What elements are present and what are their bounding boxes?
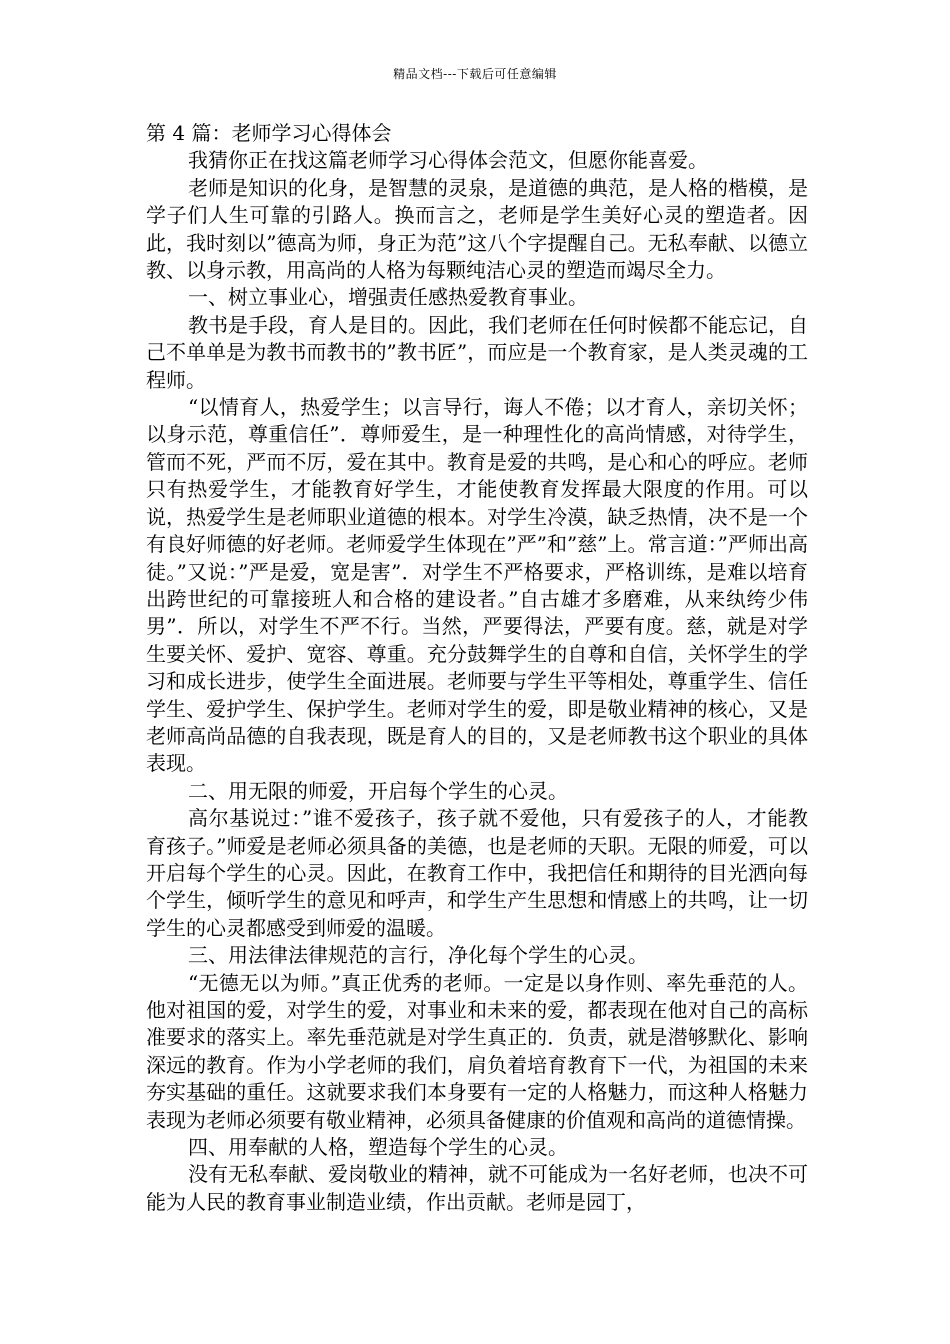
paragraph: 高尔基说过：”谁不爱孩子，孩子就不爱他，只有爱孩子的人，才能教育孩子。”师爱是老师必须具备的美德，也是老师的天职。无限的师爱，可以开启每个学生的心灵。因此，在教育工作中，我把信任和期待的目光洒向每个学生，倾听学生的意见和呼声，和学生产生思想和情感上的共鸣，让一切学生的心灵都感受到师爱的温暖。 <box>146 806 808 940</box>
paragraph: “无德无以为师。”真正优秀的老师。一定是以身作则、率先垂范的人。他对祖国的爱，对学生的爱，对事业和未来的爱，都表现在他对自己的高标准要求的落实上。率先垂范就是对学生真正的．负责，就是潜够默化、影响深远的教育。作为小学老师的我们，肩负着培育教育下一代，为祖国的未来夯实基础的重任。这就要求我们本身要有一定的人格魅力，而这种人格魅力表现为老师必须要有敬业精神，必须具备健康的价值观和高尚的道德情操。 <box>146 970 808 1132</box>
section-heading-2: 二、用无限的师爱，开启每个学生的心灵。 <box>188 778 568 803</box>
section-heading-4: 四、用奉献的人格，塑造每个学生的心灵。 <box>188 1135 568 1160</box>
document-body <box>146 120 808 1216</box>
paragraph: 老师是知识的化身，是智慧的灵泉，是道德的典范，是人格的楷模，是学子们人生可靠的引路人。换而言之，老师是学生美好心灵的塑造者。因此，我时刻以”德高为师，身正为范”这八个字提醒自己。无私奉献、以德立教、以身示教，用高尚的人格为每颗纯洁心灵的塑造而竭尽全力。 <box>146 175 808 283</box>
section-heading-1: 一、树立事业心，增强责任感热爱教育事业。 <box>188 285 588 310</box>
paragraph-intro: 我猜你正在找这篇老师学习心得体会范文，但愿你能喜爱。 <box>188 148 708 173</box>
page-header: 精品文档---下载后可任意编辑 <box>393 67 557 81</box>
paragraph: 没有无私奉献、爱岗敬业的精神，就不可能成为一名好老师，也决不可能为人民的教育事业制造业绩，作出贡献。老师是园丁， <box>146 1162 808 1214</box>
paragraph: “以情育人，热爱学生；以言导行，诲人不倦；以才育人，亲切关怀；以身示范，尊重信任”．尊师爱生，是一种理性化的高尚情感，对待学生，管而不死，严而不厉，爱在其中。教育是爱的共鸣，是心和心的呼应。老师只有热爱学生，才能教育好学生，才能使教育发挥最大限度的作用。可以说，热爱学生是老师职业道德的根本。对学生冷漠，缺乏热情，决不是一个有良好师德的好老师。老师爱学生体现在”严”和”慈”上。常言道：”严师出高徒。”又说：”严是爱，宽是害”．对学生不严格要求，严格训练，是难以培育出跨世纪的可靠接班人和合格的建设者。”自古雄才多磨难，从来纨绔少伟男”．所以，对学生不严不行。当然，严要得法，严要有度。慈，就是对学生要关怀、爱护、宽容、尊重。充分鼓舞学生的自尊和自信，关怀学生的学习和成长进步，使学生全面进展。老师要与学生平等相处，尊重学生、信任学生、爱护学生、保护学生。老师对学生的爱，即是敬业精神的核心，又是老师高尚品德的自我表现，既是育人的目的，又是老师教书这个职业的具体表现。 <box>146 395 808 776</box>
paragraph: 教书是手段，育人是目的。因此，我们老师在任何时候都不能忘记，自己不单单是为教书而教书的”教书匠”，而应是一个教育家，是人类灵魂的工程师。 <box>146 312 808 392</box>
section-heading-3: 三、用法律法律规范的言行，净化每个学生的心灵。 <box>188 943 648 968</box>
document-title: 第 4 篇：老师学习心得体会 <box>146 121 392 145</box>
